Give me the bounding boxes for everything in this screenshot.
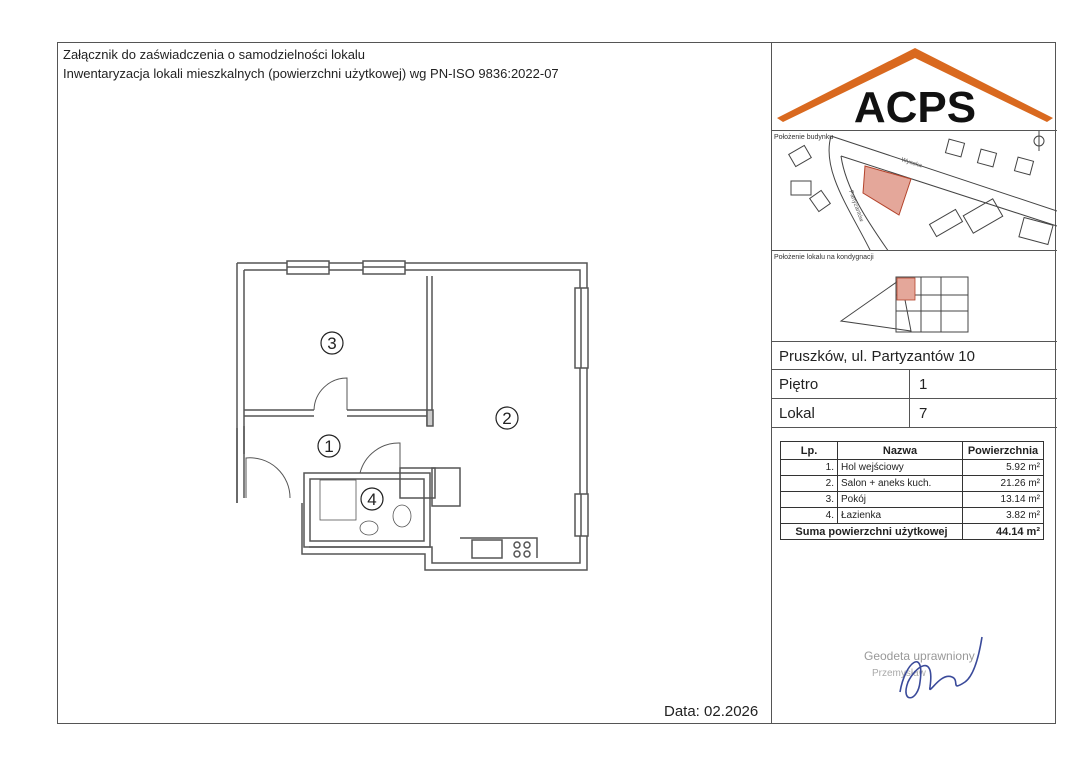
unit-label: Lokal <box>779 405 815 422</box>
map-building-label: Położenie budynku <box>774 134 834 141</box>
room-4-number: 4 <box>367 490 377 509</box>
sum-value: 44.14 m² <box>963 524 1044 540</box>
location-map <box>771 130 1057 251</box>
floor-plan <box>232 258 592 578</box>
row-area: 21.26 m² <box>963 476 1044 492</box>
floor-location-map <box>771 251 1057 341</box>
row-lp: 3. <box>781 492 838 508</box>
row-name: Salon + aneks kuch. <box>838 476 963 492</box>
row-lp: 2. <box>781 476 838 492</box>
stamp-line-1: Geodeta uprawniony <box>864 649 975 663</box>
row-area: 5.92 m² <box>963 460 1044 476</box>
row-name: Łazienka <box>838 508 963 524</box>
floor-value: 1 <box>919 376 928 393</box>
floor-label: Piętro <box>779 376 819 393</box>
table-row <box>781 476 1044 492</box>
row-lp: 4. <box>781 508 838 524</box>
header-line-1: Załącznik do zaświadczenia o samodzielności lokalu <box>63 47 366 62</box>
sum-row <box>781 524 1044 540</box>
acps-logo <box>775 44 1055 128</box>
row-area: 3.82 m² <box>963 508 1044 524</box>
table-row <box>781 508 1044 524</box>
header-line-2: Inwentaryzacja lokali mieszkalnych (powierzchni użytkowej) wg PN-ISO 9836:2022-07 <box>63 66 559 81</box>
address-row <box>771 341 1057 370</box>
row-area: 13.14 m² <box>963 492 1044 508</box>
room-2-number: 2 <box>502 409 512 428</box>
room-1-number: 1 <box>324 437 334 456</box>
row-lp: 1. <box>781 460 838 476</box>
address-text: Pruszków, ul. Partyzantów 10 <box>779 348 975 365</box>
rooms-table <box>780 441 1044 540</box>
col-name: Nazwa <box>838 442 963 460</box>
room-3-number: 3 <box>327 334 337 353</box>
col-area: Powierzchnia <box>963 442 1044 460</box>
row-name: Hol wejściowy <box>838 460 963 476</box>
row-name: Pokój <box>838 492 963 508</box>
col-lp: Lp. <box>781 442 838 460</box>
unit-value: 7 <box>919 405 928 422</box>
table-row <box>781 492 1044 508</box>
table-row <box>781 460 1044 476</box>
surveyor-stamp <box>860 632 990 712</box>
floor-row <box>771 370 1057 399</box>
document-date: Data: 02.2026 <box>664 703 759 720</box>
sum-label: Suma powierzchni użytkowej <box>781 524 963 540</box>
unit-row <box>771 399 1057 428</box>
map-street-partyzantow: Partyzantów <box>847 189 865 223</box>
logo-text: ACPS <box>853 83 977 128</box>
map-street-wysoka: Wysoka <box>900 157 923 170</box>
stamp-line-2: Przemysław <box>872 668 926 679</box>
floor-map-label: Położenie lokalu na kondygnacji <box>774 254 874 261</box>
